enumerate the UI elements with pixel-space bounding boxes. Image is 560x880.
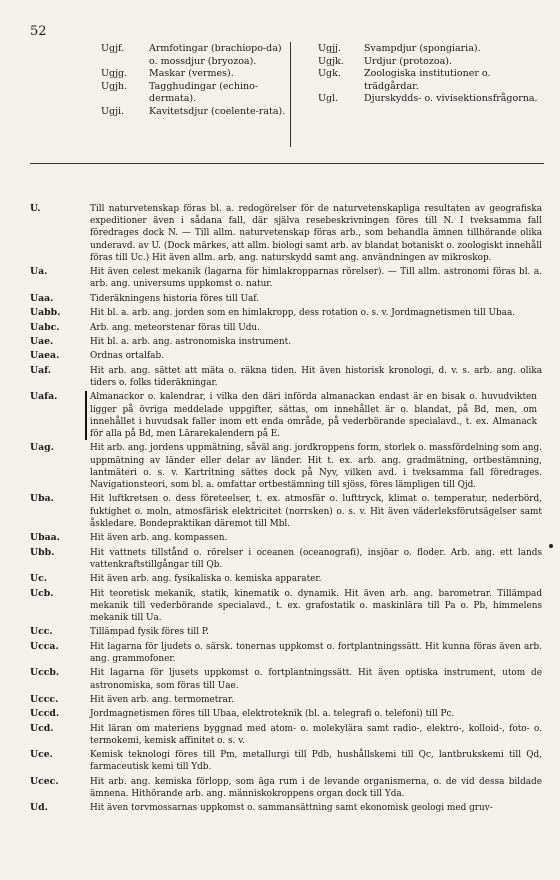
entry-text: Tideräkningens historia föres till Uaf. bbox=[90, 293, 260, 304]
entry-code: Uccc. bbox=[30, 693, 59, 705]
classification-entry bbox=[30, 547, 550, 571]
classification-entry bbox=[30, 307, 550, 319]
entry-code: Ubb. bbox=[30, 546, 55, 558]
entry-code: Uag. bbox=[30, 442, 54, 454]
column-divider bbox=[290, 42, 291, 147]
classification-entry bbox=[30, 573, 550, 585]
toc-item bbox=[101, 106, 286, 119]
entry-text: Hit läran om materiens byggnad med atom- o. molekylära samt radio-, elektro-, kolloid-, foto- o. termokemi, kemisk affinitet o. s. v. bbox=[90, 723, 542, 746]
toc-item bbox=[318, 93, 539, 106]
entry-text: Hit även arb. ang. kompassen. bbox=[90, 533, 228, 544]
entry-text: Till naturvetenskap föras bl. a. redogörelser för de naturvetenskapliga resultaten av geografiska expeditioner även i sådana fall, där själva resebeskrivningen föres till N. I tveksamma fall föredrages dock N. — Till allm. naturvetenskap föras arb., som behandla ämnen tillhörande olika underavd. av U. (Dock märkes, att allm. biologi samt arb. av blandat botaniskt o. zoologiskt innehåll föras till Uc.) Hit även allm. arb. ang. naturskydd samt ang. användningen av mikroskop. bbox=[90, 204, 542, 263]
entry-code: Ucb. bbox=[30, 587, 54, 599]
toc-item bbox=[101, 43, 286, 68]
toc-code: Ugjf. bbox=[101, 43, 125, 54]
classification-entry bbox=[30, 802, 550, 814]
entry-code: Uaea. bbox=[30, 350, 60, 362]
entry-code: Uba. bbox=[30, 493, 54, 505]
toc-code: Ugjh. bbox=[101, 80, 128, 92]
entry-text: Hit lagarna för ljudets o. särsk. tonernas uppkomst o. fortplantningssätt. Hit kunna föras även arb. ang. grammofoner. bbox=[90, 641, 542, 664]
toc-text: Urdjur (protozoa). bbox=[364, 55, 452, 67]
entry-code: Ubaa. bbox=[30, 532, 60, 544]
classification-entry bbox=[30, 322, 550, 334]
classification-entry bbox=[30, 588, 550, 625]
toc-code: Ugl. bbox=[318, 93, 339, 105]
entry-text: Hit bl. a. arb. ang. jorden som en himlakropp, dess rotation o. s. v. Jordmagnetismen till Ubaa. bbox=[90, 308, 516, 319]
entry-code: Uccb. bbox=[30, 667, 60, 679]
entry-code: Uaf. bbox=[30, 364, 52, 376]
entry-text: Hit även torvmossarnas uppkomst o. sammansättning samt ekonomisk geologi med gruv- bbox=[90, 803, 493, 814]
classification-entry bbox=[30, 776, 550, 800]
entry-code: Uabc. bbox=[30, 321, 60, 333]
entry-text: Tillämpad fysik föres till P. bbox=[90, 627, 209, 638]
margin-mark bbox=[549, 544, 553, 548]
toc-item bbox=[101, 81, 286, 106]
classification-entry bbox=[30, 749, 550, 773]
classification-entry bbox=[30, 667, 550, 691]
entry-list bbox=[30, 203, 550, 817]
toc-item bbox=[318, 68, 539, 93]
toc-text: Kavitetsdjur (coelente-rata). bbox=[149, 105, 286, 117]
entry-code: Uccd. bbox=[30, 708, 60, 720]
classification-entry bbox=[30, 532, 550, 544]
entry-text: Hit lagarna för ljusets uppkomst o. fortplantningssätt. Hit även optiska instrument, utom de astronomiska, som föras till Uae. bbox=[90, 668, 542, 691]
toc-item bbox=[101, 68, 286, 81]
entry-code: Uc. bbox=[30, 573, 48, 585]
toc-code: Ugk. bbox=[318, 68, 341, 80]
toc-text: Zoologiska institutioner o. trädgårdar. bbox=[364, 68, 491, 92]
entry-code: Ucc. bbox=[30, 626, 53, 638]
entry-text: Hit bl. a. arb. ang. astronomiska instrument. bbox=[90, 336, 292, 347]
toc-code: Ugjg. bbox=[101, 68, 128, 80]
classification-entry bbox=[30, 442, 550, 491]
horizontal-rule bbox=[30, 163, 544, 164]
classification-entry bbox=[30, 708, 550, 720]
entry-text: Almanackor o. kalendrar, i vilka den däri införda almanackan endast är en bisak o. huvudvikten ligger på övriga meddelade uppgifter, sättas, om innehållet är o. blandat, på Bd, men, om innehållet i huvudsak faller inom ett enda område, på vederbörande specialavd., t. ex. Almanack för alla på Bd, men Lärarekalendern på E. bbox=[85, 391, 537, 440]
entry-code: Ucec. bbox=[30, 775, 59, 787]
entry-text: Kemisk teknologi föres till Pm, metallurgi till Pdb, hushållskemi till Qc, lantbrukskemi till Qd, farmaceutisk kemi till Ydb. bbox=[90, 750, 542, 773]
classification-entry bbox=[30, 336, 550, 348]
toc-left-column bbox=[101, 43, 286, 119]
classification-entry bbox=[30, 493, 550, 530]
entry-code: Uabb. bbox=[30, 307, 61, 319]
entry-text: Hit vattnets tillstånd o. rörelser i oceanen (oceanografi), insjöar o. floder. Arb. ang. ett lands vattenkraftstillgångar till Qb. bbox=[90, 547, 542, 570]
classification-entry bbox=[30, 694, 550, 706]
classification-entry bbox=[30, 391, 550, 440]
toc-item bbox=[318, 56, 539, 69]
entry-text: Jordmagnetismen föres till Ubaa, elektroteknik (bl. a. telegrafi o. telefoni) till Pc. bbox=[90, 709, 455, 720]
page-number: 52 bbox=[30, 24, 47, 39]
toc-text: Armfotingar (brachiopo-da) o. mossdjur (bryozoa). bbox=[149, 43, 282, 67]
classification-entry bbox=[30, 365, 550, 389]
entry-code: Uafa. bbox=[30, 391, 58, 403]
toc-text: Svampdjur (spongiaria). bbox=[364, 43, 481, 54]
toc-text: Maskar (vermes). bbox=[149, 68, 234, 80]
entry-text: Hit luftkretsen o. dess företeelser, t. ex. atmosfär o. lufttryck, klimat o. temperatur, nederbörd, fuktighet o. moln, atmosfärisk elektricitet (norrsken) o. s. v. Hit även väderleksförutsägelser samt åskledare. Bondepraktikan däremot till Mbl. bbox=[90, 494, 542, 529]
classification-entry bbox=[30, 293, 550, 305]
entry-text: Hit även arb. ang. fysikaliska o. kemiska apparater. bbox=[90, 574, 322, 585]
entry-code: Ucd. bbox=[30, 722, 54, 734]
classification-entry bbox=[30, 350, 550, 362]
entry-text: Arb. ang. meteorstenar föras till Udu. bbox=[90, 322, 260, 333]
entry-text: Hit även arb. ang. termometrar. bbox=[90, 694, 234, 705]
entry-code: Uae. bbox=[30, 335, 54, 347]
entry-text: Ordnas ortalfab. bbox=[90, 351, 164, 362]
toc-code: Ugji. bbox=[101, 105, 125, 117]
entry-text: Hit teoretisk mekanik, statik, kinematik o. dynamik. Hit även arb. ang. barometrar. Tillämpad mekanik till vederbörande specialavd., t. ex. grafostatik o. maskinlära till Pa o. Pb, himmelens mekanik till Ua. bbox=[90, 588, 542, 623]
toc-item bbox=[318, 43, 539, 56]
classification-entry bbox=[30, 626, 550, 638]
entry-code: Ud. bbox=[30, 802, 48, 814]
entry-text: Hit även celest mekanik (lagarna för himlakropparnas rörelser). — Till allm. astronomi föras bl. a. arb. ang. universums uppkomst o. natur. bbox=[90, 267, 542, 290]
entry-text: Hit arb. ang. sättet att mäta o. räkna tiden. Hit även historisk kronologi, d. v. s. arb. ang. olika tiders o. folks tideräkningar. bbox=[90, 365, 542, 388]
toc-code: Ugjj. bbox=[318, 43, 341, 54]
entry-code: Ua. bbox=[30, 266, 48, 278]
entry-text: Hit arb. ang. kemiska förlopp, som äga rum i de levande organismerna, o. de vid dessa bildade ämnena. Hithörande arb. ang. människokroppens organ dock till Yda. bbox=[90, 776, 542, 800]
entry-code: Uaa. bbox=[30, 292, 54, 304]
entry-text: Hit arb. ang. jordens uppmätning, såväl ang. jordkroppens form, storlek o. massfördelning som ang. uppmätning av länder eller delar av länder. Hit t. ex. arb. ang. gradmätning, ortbestämning, lantmäteri o. s. v. Kartritning sättes dock på Nyv, vilken avd. i tveksamma fall föredrages. Navigationsteori, som bl. a. omfattar ortbestämning till sjöss, föres lämpligen till Qjd. bbox=[90, 443, 542, 490]
toc-code: Ugjk. bbox=[318, 55, 344, 67]
toc-text: Djurskydds- o. vivisektionsfrågorna. bbox=[364, 93, 538, 105]
classification-entry bbox=[30, 641, 550, 665]
toc-text: Tagghudingar (echino-dermata). bbox=[149, 80, 259, 105]
entry-code: U. bbox=[30, 203, 41, 214]
entry-code: Ucca. bbox=[30, 640, 59, 652]
classification-entry bbox=[30, 723, 550, 747]
toc-right-column bbox=[318, 43, 539, 106]
entry-code: Uce. bbox=[30, 749, 53, 761]
classification-entry bbox=[30, 203, 550, 264]
classification-entry bbox=[30, 266, 550, 290]
